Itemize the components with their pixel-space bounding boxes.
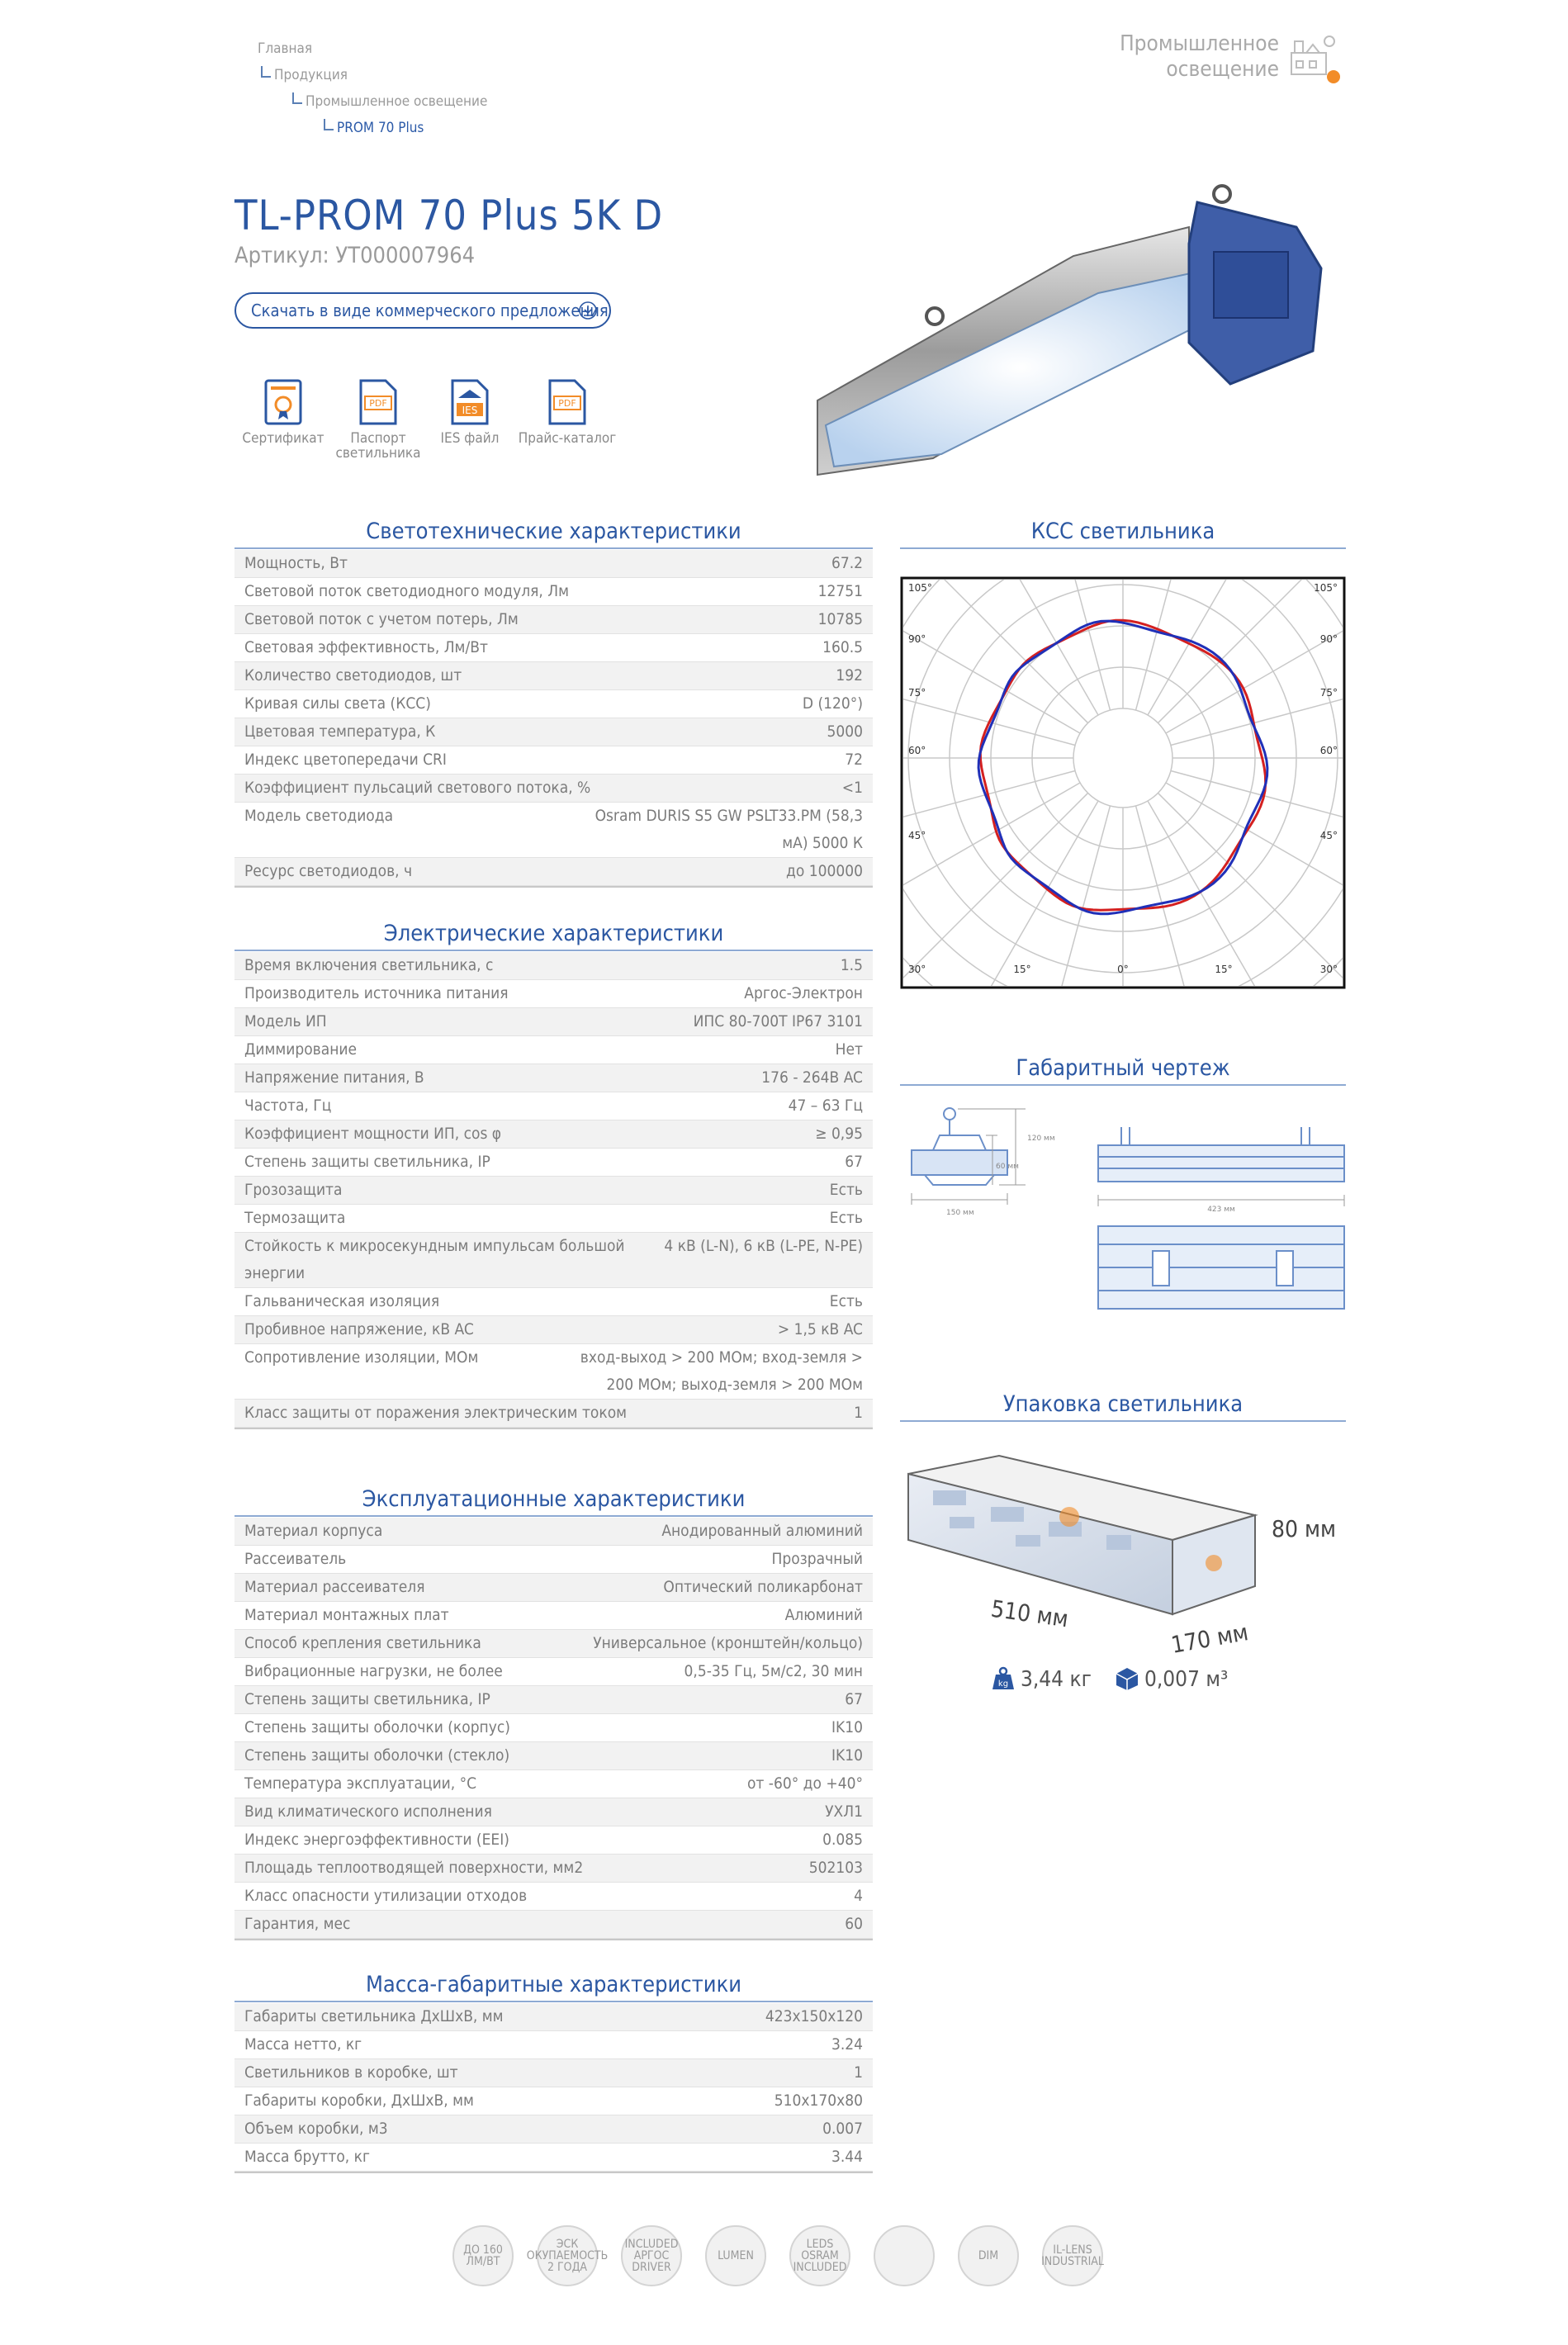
spec-value: 67: [845, 1690, 863, 1708]
spec-value: ИПС 80-700Т IP67 3101: [693, 1012, 863, 1030]
polar-angle-label: 15°: [1013, 964, 1031, 975]
pack-volume-label: 0,007 м³: [1144, 1667, 1229, 1692]
spec-value: 67: [845, 1153, 863, 1171]
spec-value: 5000: [827, 722, 863, 741]
spec-key: Диммирование: [244, 1040, 358, 1059]
spec-key: Грозозащита: [244, 1181, 343, 1199]
light-spec-table: [234, 550, 873, 888]
spec-value: 4: [854, 1887, 863, 1905]
spec-value: Osram DURIS S5 GW PSLT33.PM (58,3 мА) 5000 К: [595, 807, 863, 852]
spec-row: [234, 718, 873, 746]
spec-row: [234, 2003, 873, 2031]
product-article: Артикул: УТ000007964: [234, 243, 476, 268]
dim-height: 120 мм: [1027, 1135, 1055, 1143]
spec-key: Кривая силы света (КСС): [244, 694, 431, 713]
spec-key: Класс опасности утилизации отходов: [244, 1887, 528, 1905]
spec-value: Аргос-Электрон: [744, 984, 863, 1002]
doc-ies-label: IES файл: [440, 430, 500, 447]
polar-angle-label: 75°: [1319, 687, 1338, 699]
doc-certificate[interactable]: [230, 378, 337, 446]
spec-value: 0.085: [822, 1831, 863, 1849]
spec-row: [234, 1036, 873, 1064]
spec-key: Термозащита: [244, 1209, 346, 1227]
spec-key: Способ крепления светильника: [244, 1634, 481, 1652]
spec-row: [234, 2031, 873, 2059]
spec-row: [234, 1742, 873, 1770]
cube-icon: [1115, 1666, 1139, 1691]
spec-value: <1: [841, 779, 863, 797]
spec-value: Есть: [829, 1292, 863, 1310]
breadcrumb-products[interactable]: [261, 66, 348, 83]
spec-row: [234, 1546, 873, 1574]
weight-icon: [991, 1666, 1016, 1691]
spec-value: 423x150x120: [765, 2007, 863, 2025]
spec-value: 60: [845, 1915, 863, 1933]
operation-section-title: Эксплуатационные характеристики: [234, 1486, 873, 1517]
spec-value: 176 - 264В AC: [761, 1068, 863, 1087]
breadcrumb-current-label: PROM 70 Plus: [337, 120, 424, 136]
breadcrumb-home[interactable]: Главная: [258, 40, 313, 57]
feature-badge: INCLUDED АРГОС DRIVER: [621, 2225, 682, 2286]
spec-key: Напряжение питания, В: [244, 1068, 424, 1087]
factory-icon[interactable]: [1288, 30, 1343, 84]
spec-key: Материал монтажных плат: [244, 1606, 449, 1624]
spec-key: Степень защиты оболочки (стекло): [244, 1746, 510, 1765]
spec-row: [234, 1177, 873, 1205]
spec-row: [234, 1205, 873, 1233]
feature-badge: ДО 160 ЛМ/ВТ: [452, 2225, 514, 2286]
doc-passport-label: Паспорт светильника: [335, 430, 421, 462]
spec-row: [234, 550, 873, 578]
spec-row: [234, 1630, 873, 1658]
svg-text:kg: kg: [997, 1679, 1009, 1689]
spec-row: [234, 1770, 873, 1798]
certificate-icon: [263, 378, 303, 426]
operation-spec-table: [234, 1518, 873, 1940]
spec-value: 47 – 63 Гц: [788, 1097, 863, 1115]
spec-row: [234, 1316, 873, 1344]
spec-key: Стойкость к микросекундным импульсам большой энергии: [244, 1237, 625, 1282]
dimension-drawing: [900, 1102, 1350, 1329]
spec-row: [234, 1574, 873, 1602]
spec-row: [234, 1092, 873, 1120]
spec-value: 3.24: [831, 2035, 863, 2054]
spec-value: IK10: [831, 1746, 863, 1765]
doc-certificate-label: Сертификат: [242, 430, 324, 447]
pack-weight-label: 3,44 кг: [1021, 1667, 1092, 1692]
polar-angle-label: 15°: [1215, 964, 1233, 975]
spec-key: Сопротивление изоляции, МОм: [244, 1348, 479, 1367]
pack-length: 510 мм: [989, 1594, 1070, 1633]
spec-value: УХЛ1: [825, 1803, 863, 1821]
spec-value: 160.5: [822, 638, 863, 656]
spec-row: [234, 1064, 873, 1092]
spec-row: [234, 1518, 873, 1546]
spec-row: [234, 1686, 873, 1714]
spec-row: [234, 1008, 873, 1036]
spec-value: 67.2: [831, 554, 863, 572]
spec-row: [234, 1288, 873, 1316]
tree-elbow-icon: [324, 119, 334, 130]
doc-price-catalog-label: Прайс-каталог: [518, 430, 617, 447]
pack-volume: [1115, 1666, 1228, 1692]
spec-key: Световой поток светодиодного модуля, Лм: [244, 582, 570, 600]
spec-value: 1: [854, 2063, 863, 2082]
spec-key: Габариты светильника ДхШхВ, мм: [244, 2007, 504, 2025]
spec-row: [234, 606, 873, 634]
dim-width: 150 мм: [946, 1209, 974, 1217]
spec-row: [234, 1714, 873, 1742]
spec-value: 12751: [817, 582, 863, 600]
polar-angle-label: 30°: [1319, 964, 1338, 975]
spec-value: 3.44: [831, 2148, 863, 2166]
feature-badge: [874, 2225, 935, 2286]
electric-spec-table: [234, 952, 873, 1429]
spec-key: Степень защиты светильника, IP: [244, 1690, 490, 1708]
spec-key: Цветовая температура, К: [244, 722, 436, 741]
spec-key: Модель ИП: [244, 1012, 327, 1030]
spec-row: [234, 2144, 873, 2172]
spec-key: Габариты коробки, ДхШхВ, мм: [244, 2092, 474, 2110]
spec-row: [234, 1798, 873, 1826]
drawing-section-title: Габаритный чертеж: [900, 1055, 1346, 1086]
spec-value: Есть: [829, 1181, 863, 1199]
breadcrumb-industrial-label[interactable]: Промышленное освещение: [306, 93, 488, 110]
electric-section-title: Электрические характеристики: [234, 921, 873, 951]
polar-angle-label: 75°: [908, 687, 926, 699]
spec-value: Анодированный алюминий: [661, 1522, 863, 1540]
spec-key: Класс защиты от поражения электрическим током: [244, 1404, 628, 1422]
feature-badges: [452, 2225, 1130, 2300]
breadcrumb-products-label[interactable]: Продукция: [274, 67, 348, 83]
spec-key: Гарантия, мес: [244, 1915, 351, 1933]
svg-text:PDF: PDF: [558, 398, 576, 409]
feature-badge: LUMEN: [705, 2225, 766, 2286]
spec-row: [234, 1826, 873, 1855]
category-line2: освещение: [1166, 57, 1279, 82]
dim-inner: 60 мм: [996, 1163, 1019, 1171]
spec-row: [234, 1855, 873, 1883]
spec-row: [234, 634, 873, 662]
feature-badge: LEDS OSRAM INCLUDED: [789, 2225, 850, 2286]
pack-height: 80 мм: [1272, 1515, 1337, 1542]
pack-weight: [991, 1666, 1092, 1692]
polar-angle-label: 60°: [1319, 745, 1338, 756]
download-offer-button[interactable]: [234, 292, 611, 329]
spec-row: [234, 952, 873, 980]
polar-angle-label: 90°: [908, 633, 926, 645]
spec-value: 72: [845, 751, 863, 769]
light-section-title: Светотехнические характеристики: [234, 519, 873, 549]
spec-value: > 1,5 кВ AC: [777, 1320, 863, 1338]
polar-angle-label: 30°: [908, 964, 926, 975]
spec-row: [234, 1149, 873, 1177]
spec-value: ≥ 0,95: [815, 1125, 863, 1143]
polar-angle-label: 45°: [908, 830, 926, 841]
spec-key: Коэффициент пульсаций светового потока, %: [244, 779, 591, 797]
spec-key: Модель светодиода: [244, 807, 394, 825]
spec-key: Вид климатического исполнения: [244, 1803, 492, 1821]
spec-key: Масса брутто, кг: [244, 2148, 370, 2166]
dim-length: 423 мм: [1207, 1206, 1235, 1214]
spec-key: Степень защиты оболочки (корпус): [244, 1718, 510, 1736]
spec-value: D (120°): [802, 694, 863, 713]
spec-key: Количество светодиодов, шт: [244, 666, 462, 685]
svg-text:IES: IES: [462, 405, 478, 416]
spec-row: [234, 803, 873, 858]
spec-key: Температура эксплуатации, °С: [244, 1774, 477, 1793]
pdf-icon: [547, 378, 587, 426]
spec-value: 10785: [817, 610, 863, 628]
spec-value: Есть: [829, 1209, 863, 1227]
spec-key: Рассеиватель: [244, 1550, 347, 1568]
spec-value: 192: [836, 666, 863, 685]
spec-value: Алюминий: [784, 1606, 863, 1624]
spec-value: 1.5: [840, 956, 863, 974]
spec-row: [234, 1911, 873, 1939]
spec-key: Масса нетто, кг: [244, 2035, 362, 2054]
spec-row: [234, 662, 873, 690]
ksc-section-title: КСС светильника: [900, 519, 1346, 549]
mass-section-title: Масса-габаритные характеристики: [234, 1972, 873, 2002]
spec-value: Прозрачный: [771, 1550, 863, 1568]
product-image: [801, 178, 1362, 500]
polar-angle-label: 105°: [908, 582, 932, 594]
spec-key: Объем коробки, м3: [244, 2120, 388, 2138]
spec-value: Нет: [835, 1040, 863, 1059]
svg-text:PDF: PDF: [369, 398, 387, 409]
spec-value: до 100000: [786, 862, 863, 880]
polar-angle-label: 105°: [1314, 582, 1338, 594]
polar-angle-label: 0°: [1117, 964, 1129, 975]
spec-row: [234, 980, 873, 1008]
spec-key: Коэффициент мощности ИП, cos φ: [244, 1125, 502, 1143]
spec-row: [234, 1344, 873, 1400]
pack-width: 170 мм: [1168, 1618, 1251, 1659]
spec-value: вход-выход > 200 МОм; вход-земля > 200 МОм; выход-земля > 200 МОм: [580, 1348, 863, 1394]
product-title: TL-PROM 70 Plus 5K D: [234, 192, 664, 239]
spec-value: 510x170x80: [774, 2092, 863, 2110]
polar-angle-label: 60°: [908, 745, 926, 756]
feature-badge: DIM: [958, 2225, 1019, 2286]
tree-elbow-icon: [292, 92, 302, 104]
spec-row: [234, 1602, 873, 1630]
spec-key: Гальваническая изоляция: [244, 1292, 440, 1310]
spec-key: Мощность, Вт: [244, 554, 348, 572]
spec-row: [234, 746, 873, 775]
doc-price-catalog[interactable]: [514, 378, 621, 446]
packaging-section-title: Упаковка светильника: [900, 1391, 1346, 1422]
spec-key: Световая эффективность, Лм/Вт: [244, 638, 488, 656]
spec-row: [234, 858, 873, 886]
spec-key: Площадь теплоотводящей поверхности, мм2: [244, 1859, 584, 1877]
spec-row: [234, 1233, 873, 1288]
spec-value: Оптический поликарбонат: [663, 1578, 863, 1596]
download-offer-label: Скачать в виде коммерческого предложения: [251, 301, 609, 320]
spec-key: Пробивное напряжение, кВ AC: [244, 1320, 474, 1338]
packaging-box-image: [900, 1449, 1329, 1656]
download-icon: [578, 301, 598, 320]
spec-row: [234, 1658, 873, 1686]
ies-icon: [450, 378, 490, 426]
tree-elbow-icon: [261, 66, 271, 78]
polar-angle-label: 45°: [1319, 830, 1338, 841]
spec-value: IK10: [831, 1718, 863, 1736]
spec-row: [234, 690, 873, 718]
spec-value: 0,5-35 Гц, 5м/с2, 30 мин: [684, 1662, 863, 1680]
spec-row: [234, 2115, 873, 2144]
spec-row: [234, 2087, 873, 2115]
category-line1: Промышленное: [1120, 31, 1279, 56]
feature-badge: ЭСК ОКУПАЕМОСТЬ 2 ГОДА: [537, 2225, 598, 2286]
spec-value: 502103: [808, 1859, 863, 1877]
spec-key: Степень защиты светильника, IP: [244, 1153, 490, 1171]
spec-key: Индекс энергоэффективности (EEI): [244, 1831, 509, 1849]
category-label[interactable]: [1120, 31, 1279, 83]
spec-key: Светильников в коробке, шт: [244, 2063, 458, 2082]
spec-row: [234, 1400, 873, 1428]
spec-key: Ресурс светодиодов, ч: [244, 862, 413, 880]
polar-angle-label: 90°: [1319, 633, 1338, 645]
spec-key: Вибрационные нагрузки, не более: [244, 1662, 503, 1680]
spec-value: Универсальное (кронштейн/кольцо): [593, 1634, 863, 1652]
spec-row: [234, 1883, 873, 1911]
breadcrumb-current: [324, 119, 424, 136]
polar-diagram: [900, 576, 1346, 989]
spec-value: 4 кВ (L-N), 6 кВ (L-PE, N-PE): [664, 1237, 863, 1255]
mass-spec-table: [234, 2003, 873, 2173]
spec-key: Световой поток с учетом потерь, Лм: [244, 610, 519, 628]
spec-key: Материал рассеивателя: [244, 1578, 425, 1596]
spec-row: [234, 1120, 873, 1149]
spec-row: [234, 578, 873, 606]
pdf-icon: [358, 378, 398, 426]
doc-ies[interactable]: [416, 378, 523, 446]
spec-value: от -60° до +40°: [746, 1774, 863, 1793]
spec-key: Индекс цветопередачи CRI: [244, 751, 447, 769]
spec-value: 1: [854, 1404, 863, 1422]
spec-row: [234, 775, 873, 803]
spec-key: Материал корпуса: [244, 1522, 383, 1540]
spec-value: 0.007: [822, 2120, 863, 2138]
spec-row: [234, 2059, 873, 2087]
spec-key: Частота, Гц: [244, 1097, 332, 1115]
breadcrumb-industrial[interactable]: [292, 92, 487, 110]
spec-key: Производитель источника питания: [244, 984, 509, 1002]
feature-badge: IL-LENS INDUSTRIAL: [1042, 2225, 1103, 2286]
spec-key: Время включения светильника, с: [244, 956, 494, 974]
